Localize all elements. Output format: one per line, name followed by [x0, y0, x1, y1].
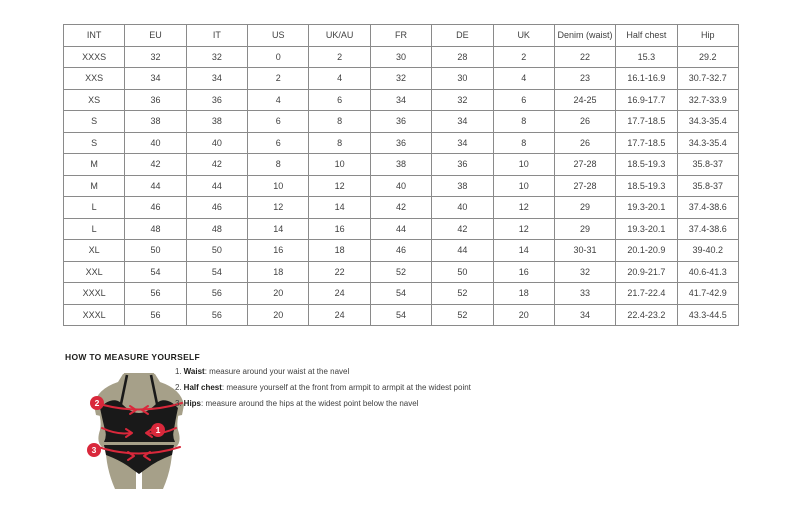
table-cell: 20.1-20.9 [616, 240, 677, 262]
table-cell: 12 [493, 218, 554, 240]
table-cell: 14 [248, 218, 309, 240]
table-cell: 54 [370, 283, 431, 305]
table-cell: 40 [432, 197, 493, 219]
table-cell: 22 [554, 46, 615, 68]
table-cell: 29 [554, 218, 615, 240]
table-cell: 42 [370, 197, 431, 219]
table-cell: 19.3-20.1 [616, 197, 677, 219]
column-header: INT [64, 25, 125, 47]
step-text: : measure around the hips at the widest point below the navel [201, 399, 419, 408]
table-cell: M [64, 175, 125, 197]
table-cell: 37.4-38.6 [677, 218, 738, 240]
table-cell: 6 [493, 89, 554, 111]
table-cell: 36 [186, 89, 247, 111]
table-cell: 16.9-17.7 [616, 89, 677, 111]
table-cell: 14 [493, 240, 554, 262]
column-header: DE [432, 25, 493, 47]
table-cell: 40 [370, 175, 431, 197]
table-row [64, 46, 739, 68]
column-header: Denim (waist) [554, 25, 615, 47]
table-cell: 30-31 [554, 240, 615, 262]
table-row [64, 261, 739, 283]
table-cell: 32 [432, 89, 493, 111]
table-cell: 46 [186, 197, 247, 219]
table-cell: XXS [64, 68, 125, 90]
table-cell: 14 [309, 197, 370, 219]
table-cell: 0 [248, 46, 309, 68]
table-cell: 34.3-35.4 [677, 111, 738, 133]
table-cell: 15.3 [616, 46, 677, 68]
size-conversion-table [63, 24, 739, 326]
table-cell: 2 [493, 46, 554, 68]
step-text: : measure around your waist at the navel [204, 367, 350, 376]
table-cell: 32 [125, 46, 186, 68]
table-cell: L [64, 197, 125, 219]
column-header: US [248, 25, 309, 47]
table-cell: 50 [186, 240, 247, 262]
table-cell: 30.7-32.7 [677, 68, 738, 90]
table-cell: 38 [186, 111, 247, 133]
table-cell: 34 [432, 132, 493, 154]
table-cell: 12 [309, 175, 370, 197]
step-label: Hips [183, 399, 202, 408]
column-header: FR [370, 25, 431, 47]
table-cell: 16 [309, 218, 370, 240]
size-table-body [64, 46, 739, 326]
table-cell: 34.3-35.4 [677, 132, 738, 154]
table-cell: 35.8-37 [677, 175, 738, 197]
table-cell: 34 [125, 68, 186, 90]
table-row [64, 154, 739, 176]
table-cell: 12 [493, 197, 554, 219]
table-cell: 10 [248, 175, 309, 197]
table-cell: 43.3-44.5 [677, 304, 738, 326]
table-cell: XS [64, 89, 125, 111]
table-cell: 40 [125, 132, 186, 154]
table-cell: 34 [554, 304, 615, 326]
table-cell: 22 [309, 261, 370, 283]
table-cell: M [64, 154, 125, 176]
table-cell: 35.8-37 [677, 154, 738, 176]
table-cell: 8 [248, 154, 309, 176]
table-cell: 18.5-19.3 [616, 154, 677, 176]
table-row [64, 68, 739, 90]
column-header: UK/AU [309, 25, 370, 47]
table-cell: 46 [370, 240, 431, 262]
table-cell: 26 [554, 111, 615, 133]
marker-number-chest: 2 [94, 398, 100, 409]
table-cell: 40 [186, 132, 247, 154]
table-cell: 52 [432, 304, 493, 326]
table-cell: 16.1-16.9 [616, 68, 677, 90]
table-cell: 18.5-19.3 [616, 175, 677, 197]
column-header: Half chest [616, 25, 677, 47]
table-cell: 22.4-23.2 [616, 304, 677, 326]
table-cell: 18 [493, 283, 554, 305]
table-cell: 32.7-33.9 [677, 89, 738, 111]
table-row [64, 240, 739, 262]
table-cell: 17.7-18.5 [616, 132, 677, 154]
table-cell: 2 [309, 46, 370, 68]
table-cell: 24-25 [554, 89, 615, 111]
table-cell: 27-28 [554, 175, 615, 197]
table-cell: 27-28 [554, 154, 615, 176]
table-cell: 4 [309, 68, 370, 90]
table-cell: 54 [370, 304, 431, 326]
table-cell: XXL [64, 261, 125, 283]
table-cell: 29.2 [677, 46, 738, 68]
table-row [64, 218, 739, 240]
measure-steps-list [175, 367, 471, 415]
table-cell: 20 [248, 283, 309, 305]
measure-section-title: HOW TO MEASURE YOURSELF [65, 352, 201, 362]
table-cell: 8 [493, 132, 554, 154]
table-cell: 44 [370, 218, 431, 240]
table-cell: 30 [432, 68, 493, 90]
table-cell: 16 [493, 261, 554, 283]
table-cell: 20 [493, 304, 554, 326]
table-cell: XXXL [64, 304, 125, 326]
table-cell: 32 [186, 46, 247, 68]
table-row [64, 89, 739, 111]
table-cell: 10 [493, 154, 554, 176]
table-cell: 44 [186, 175, 247, 197]
table-cell: 4 [493, 68, 554, 90]
table-cell: 29 [554, 197, 615, 219]
table-cell: 38 [432, 175, 493, 197]
table-cell: 21.7-22.4 [616, 283, 677, 305]
table-cell: L [64, 218, 125, 240]
step-number: 1. [175, 367, 182, 376]
step-number: 3. [175, 399, 182, 408]
step-label: Half chest [183, 383, 222, 392]
table-cell: S [64, 111, 125, 133]
table-cell: 32 [554, 261, 615, 283]
table-cell: 16 [248, 240, 309, 262]
measure-step-waist [175, 367, 471, 376]
table-row [64, 175, 739, 197]
table-cell: 18 [309, 240, 370, 262]
table-cell: 36 [370, 132, 431, 154]
table-cell: 20.9-21.7 [616, 261, 677, 283]
table-row [64, 304, 739, 326]
size-table-header-row [64, 25, 739, 47]
table-cell: 56 [125, 283, 186, 305]
table-cell: 24 [309, 283, 370, 305]
table-cell: 17.7-18.5 [616, 111, 677, 133]
table-cell: 56 [186, 283, 247, 305]
table-cell: 36 [125, 89, 186, 111]
table-cell: XXXS [64, 46, 125, 68]
measure-step-hips [175, 399, 471, 408]
table-cell: 6 [248, 132, 309, 154]
table-cell: 44 [432, 240, 493, 262]
table-cell: 8 [309, 111, 370, 133]
table-cell: 46 [125, 197, 186, 219]
table-cell: 8 [309, 132, 370, 154]
table-cell: 6 [248, 111, 309, 133]
step-label: Waist [183, 367, 205, 376]
table-cell: XL [64, 240, 125, 262]
table-row [64, 283, 739, 305]
table-cell: 10 [493, 175, 554, 197]
table-cell: 36 [432, 154, 493, 176]
table-cell: 54 [125, 261, 186, 283]
step-text: : measure yourself at the front from armpit to armpit at the widest point [221, 383, 471, 392]
table-cell: 33 [554, 283, 615, 305]
table-cell: 56 [186, 304, 247, 326]
table-cell: 52 [370, 261, 431, 283]
table-cell: 44 [125, 175, 186, 197]
table-cell: 23 [554, 68, 615, 90]
table-cell: S [64, 132, 125, 154]
step-number: 2. [175, 383, 182, 392]
table-cell: 34 [370, 89, 431, 111]
column-header: IT [186, 25, 247, 47]
table-cell: 30 [370, 46, 431, 68]
marker-number-waist: 1 [155, 425, 161, 436]
table-cell: 26 [554, 132, 615, 154]
table-cell: 36 [370, 111, 431, 133]
table-cell: 48 [125, 218, 186, 240]
table-cell: 12 [248, 197, 309, 219]
table-cell: 42 [432, 218, 493, 240]
table-cell: 18 [248, 261, 309, 283]
table-row [64, 132, 739, 154]
column-header: EU [125, 25, 186, 47]
table-cell: 34 [186, 68, 247, 90]
column-header: Hip [677, 25, 738, 47]
table-cell: 41.7-42.9 [677, 283, 738, 305]
table-cell: 52 [432, 283, 493, 305]
table-cell: 24 [309, 304, 370, 326]
table-cell: 4 [248, 89, 309, 111]
table-cell: 42 [186, 154, 247, 176]
table-cell: 40.6-41.3 [677, 261, 738, 283]
table-row [64, 111, 739, 133]
table-cell: 56 [125, 304, 186, 326]
table-cell: 19.3-20.1 [616, 218, 677, 240]
table-cell: 50 [125, 240, 186, 262]
table-cell: 28 [432, 46, 493, 68]
measure-step-half-chest [175, 383, 471, 392]
table-row [64, 197, 739, 219]
table-cell: 48 [186, 218, 247, 240]
table-cell: 2 [248, 68, 309, 90]
table-cell: 38 [125, 111, 186, 133]
table-cell: 32 [370, 68, 431, 90]
table-cell: 34 [432, 111, 493, 133]
table-cell: 8 [493, 111, 554, 133]
table-cell: XXXL [64, 283, 125, 305]
table-cell: 54 [186, 261, 247, 283]
column-header: UK [493, 25, 554, 47]
table-cell: 37.4-38.6 [677, 197, 738, 219]
table-cell: 42 [125, 154, 186, 176]
table-cell: 39-40.2 [677, 240, 738, 262]
table-cell: 6 [309, 89, 370, 111]
table-cell: 50 [432, 261, 493, 283]
table-cell: 20 [248, 304, 309, 326]
table-cell: 38 [370, 154, 431, 176]
table-cell: 10 [309, 154, 370, 176]
marker-number-hips: 3 [91, 445, 97, 456]
